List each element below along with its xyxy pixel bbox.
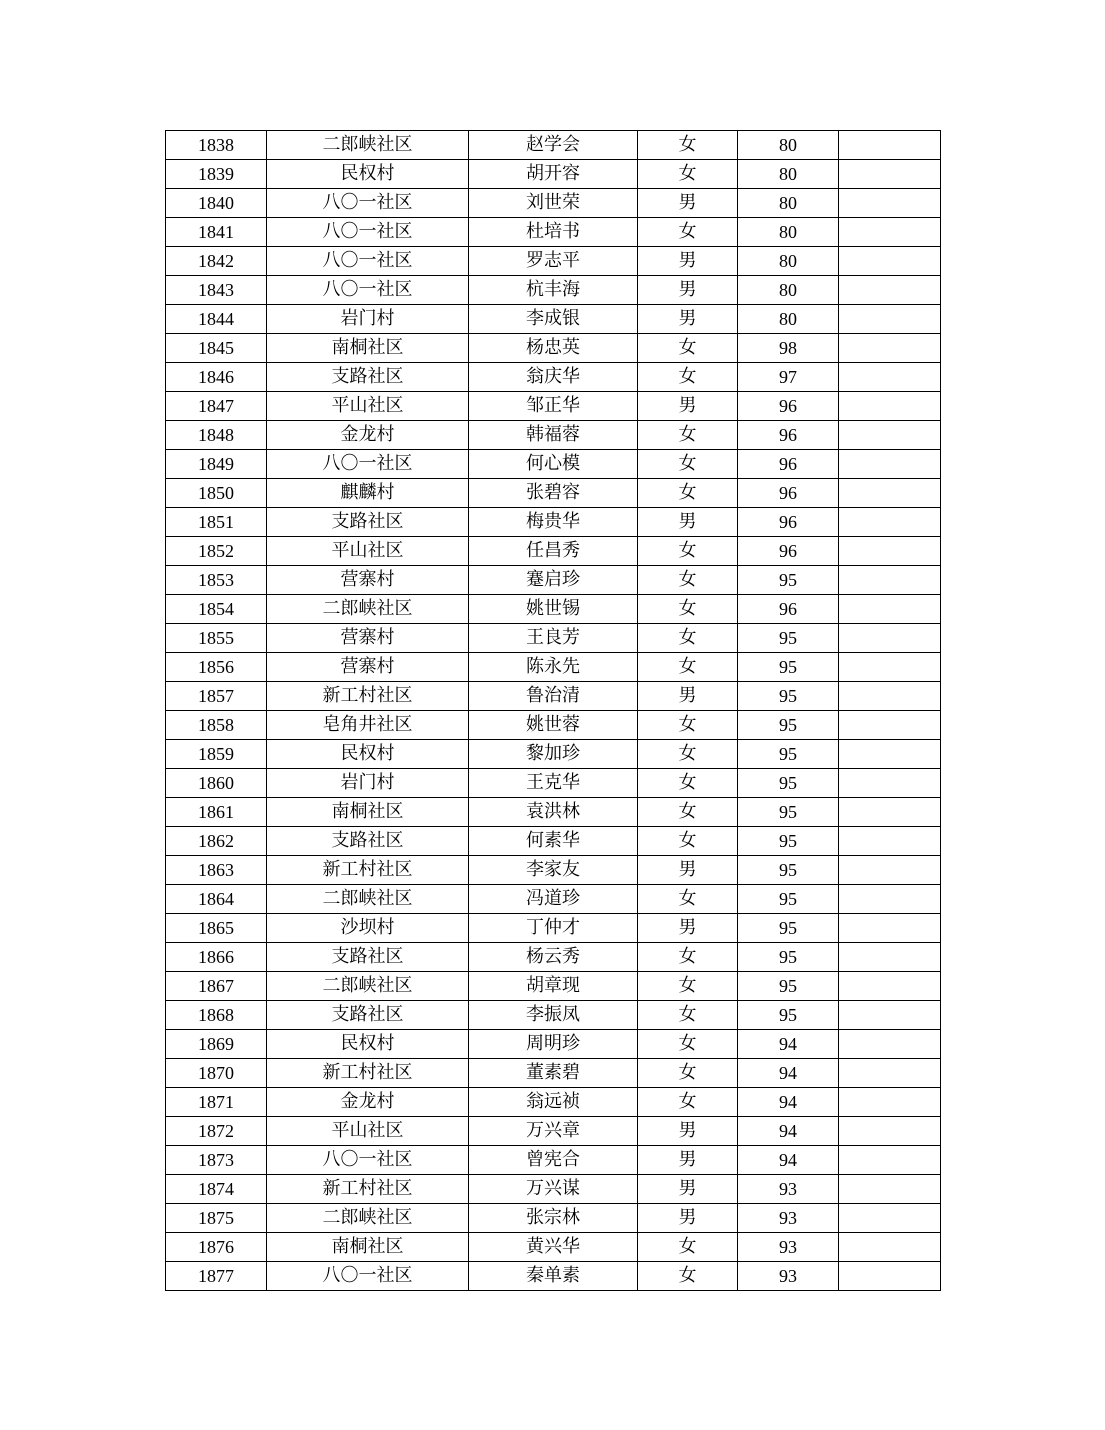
row-number-cell: 1859 bbox=[166, 740, 267, 769]
name-cell: 杭丰海 bbox=[469, 276, 638, 305]
gender-cell: 男 bbox=[638, 914, 738, 943]
gender-cell: 男 bbox=[638, 508, 738, 537]
table-row bbox=[166, 334, 941, 363]
name-cell: 胡章现 bbox=[469, 972, 638, 1001]
community-cell: 营寨村 bbox=[267, 653, 469, 682]
community-cell: 支路社区 bbox=[267, 363, 469, 392]
remark-cell bbox=[839, 566, 941, 595]
age-cell: 98 bbox=[738, 334, 839, 363]
community-cell: 南桐社区 bbox=[267, 798, 469, 827]
age-cell: 95 bbox=[738, 856, 839, 885]
age-cell: 94 bbox=[738, 1117, 839, 1146]
table-row bbox=[166, 711, 941, 740]
table-row bbox=[166, 479, 941, 508]
age-cell: 93 bbox=[738, 1175, 839, 1204]
name-cell: 张宗林 bbox=[469, 1204, 638, 1233]
table-row bbox=[166, 566, 941, 595]
name-cell: 翁庆华 bbox=[469, 363, 638, 392]
remark-cell bbox=[839, 1059, 941, 1088]
gender-cell: 女 bbox=[638, 1030, 738, 1059]
name-cell: 鲁治清 bbox=[469, 682, 638, 711]
gender-cell: 女 bbox=[638, 566, 738, 595]
gender-cell: 女 bbox=[638, 885, 738, 914]
community-cell: 二郎峡社区 bbox=[267, 972, 469, 1001]
table-row bbox=[166, 189, 941, 218]
gender-cell: 女 bbox=[638, 595, 738, 624]
gender-cell: 女 bbox=[638, 363, 738, 392]
table-row bbox=[166, 392, 941, 421]
community-cell: 支路社区 bbox=[267, 1001, 469, 1030]
community-cell: 支路社区 bbox=[267, 508, 469, 537]
age-cell: 94 bbox=[738, 1146, 839, 1175]
table-row bbox=[166, 1233, 941, 1262]
age-cell: 80 bbox=[738, 189, 839, 218]
remark-cell bbox=[839, 769, 941, 798]
row-number-cell: 1842 bbox=[166, 247, 267, 276]
community-cell: 二郎峡社区 bbox=[267, 595, 469, 624]
age-cell: 95 bbox=[738, 653, 839, 682]
remark-cell bbox=[839, 1088, 941, 1117]
community-cell: 民权村 bbox=[267, 160, 469, 189]
table-row bbox=[166, 595, 941, 624]
remark-cell bbox=[839, 1030, 941, 1059]
row-number-cell: 1877 bbox=[166, 1262, 267, 1291]
name-cell: 赵学会 bbox=[469, 131, 638, 160]
community-cell: 平山社区 bbox=[267, 1117, 469, 1146]
community-cell: 民权村 bbox=[267, 1030, 469, 1059]
gender-cell: 女 bbox=[638, 450, 738, 479]
remark-cell bbox=[839, 247, 941, 276]
row-number-cell: 1875 bbox=[166, 1204, 267, 1233]
name-cell: 蹇启珍 bbox=[469, 566, 638, 595]
name-cell: 梅贵华 bbox=[469, 508, 638, 537]
row-number-cell: 1858 bbox=[166, 711, 267, 740]
community-cell: 金龙村 bbox=[267, 1088, 469, 1117]
name-cell: 任昌秀 bbox=[469, 537, 638, 566]
gender-cell: 女 bbox=[638, 1088, 738, 1117]
community-cell: 平山社区 bbox=[267, 537, 469, 566]
row-number-cell: 1841 bbox=[166, 218, 267, 247]
table-row bbox=[166, 972, 941, 1001]
community-cell: 新工村社区 bbox=[267, 856, 469, 885]
remark-cell bbox=[839, 682, 941, 711]
row-number-cell: 1873 bbox=[166, 1146, 267, 1175]
table-row bbox=[166, 943, 941, 972]
remark-cell bbox=[839, 1204, 941, 1233]
community-cell: 八〇一社区 bbox=[267, 247, 469, 276]
gender-cell: 男 bbox=[638, 682, 738, 711]
gender-cell: 男 bbox=[638, 189, 738, 218]
gender-cell: 女 bbox=[638, 218, 738, 247]
age-cell: 96 bbox=[738, 392, 839, 421]
age-cell: 96 bbox=[738, 595, 839, 624]
age-cell: 80 bbox=[738, 218, 839, 247]
remark-cell bbox=[839, 392, 941, 421]
age-cell: 93 bbox=[738, 1233, 839, 1262]
row-number-cell: 1872 bbox=[166, 1117, 267, 1146]
table-row bbox=[166, 160, 941, 189]
community-cell: 金龙村 bbox=[267, 421, 469, 450]
name-cell: 王克华 bbox=[469, 769, 638, 798]
name-cell: 黎加珍 bbox=[469, 740, 638, 769]
name-cell: 李振凤 bbox=[469, 1001, 638, 1030]
row-number-cell: 1869 bbox=[166, 1030, 267, 1059]
remark-cell bbox=[839, 856, 941, 885]
age-cell: 95 bbox=[738, 914, 839, 943]
remark-cell bbox=[839, 885, 941, 914]
community-cell: 八〇一社区 bbox=[267, 1146, 469, 1175]
age-cell: 97 bbox=[738, 363, 839, 392]
table-row bbox=[166, 769, 941, 798]
age-cell: 80 bbox=[738, 247, 839, 276]
name-cell: 翁远祯 bbox=[469, 1088, 638, 1117]
remark-cell bbox=[839, 798, 941, 827]
table-row bbox=[166, 827, 941, 856]
gender-cell: 女 bbox=[638, 740, 738, 769]
table-row bbox=[166, 247, 941, 276]
table-row bbox=[166, 131, 941, 160]
table-row bbox=[166, 653, 941, 682]
community-cell: 皂角井社区 bbox=[267, 711, 469, 740]
row-number-cell: 1847 bbox=[166, 392, 267, 421]
age-cell: 95 bbox=[738, 885, 839, 914]
age-cell: 93 bbox=[738, 1262, 839, 1291]
name-cell: 刘世荣 bbox=[469, 189, 638, 218]
row-number-cell: 1862 bbox=[166, 827, 267, 856]
row-number-cell: 1843 bbox=[166, 276, 267, 305]
gender-cell: 男 bbox=[638, 856, 738, 885]
row-number-cell: 1853 bbox=[166, 566, 267, 595]
table-row bbox=[166, 1175, 941, 1204]
age-cell: 80 bbox=[738, 131, 839, 160]
row-number-cell: 1860 bbox=[166, 769, 267, 798]
gender-cell: 女 bbox=[638, 1059, 738, 1088]
row-number-cell: 1868 bbox=[166, 1001, 267, 1030]
remark-cell bbox=[839, 1233, 941, 1262]
table-row bbox=[166, 450, 941, 479]
name-cell: 杜培书 bbox=[469, 218, 638, 247]
row-number-cell: 1874 bbox=[166, 1175, 267, 1204]
row-number-cell: 1848 bbox=[166, 421, 267, 450]
age-cell: 95 bbox=[738, 972, 839, 1001]
table-row bbox=[166, 305, 941, 334]
remark-cell bbox=[839, 1146, 941, 1175]
community-cell: 二郎峡社区 bbox=[267, 131, 469, 160]
gender-cell: 男 bbox=[638, 1175, 738, 1204]
age-cell: 95 bbox=[738, 827, 839, 856]
gender-cell: 女 bbox=[638, 479, 738, 508]
table-row bbox=[166, 1204, 941, 1233]
age-cell: 80 bbox=[738, 305, 839, 334]
row-number-cell: 1845 bbox=[166, 334, 267, 363]
remark-cell bbox=[839, 508, 941, 537]
gender-cell: 女 bbox=[638, 653, 738, 682]
remark-cell bbox=[839, 1117, 941, 1146]
age-cell: 95 bbox=[738, 769, 839, 798]
name-cell: 何素华 bbox=[469, 827, 638, 856]
gender-cell: 女 bbox=[638, 421, 738, 450]
community-cell: 沙坝村 bbox=[267, 914, 469, 943]
table-row bbox=[166, 1146, 941, 1175]
row-number-cell: 1854 bbox=[166, 595, 267, 624]
name-cell: 姚世锡 bbox=[469, 595, 638, 624]
name-cell: 黄兴华 bbox=[469, 1233, 638, 1262]
row-number-cell: 1849 bbox=[166, 450, 267, 479]
community-cell: 南桐社区 bbox=[267, 1233, 469, 1262]
name-cell: 李家友 bbox=[469, 856, 638, 885]
name-cell: 李成银 bbox=[469, 305, 638, 334]
remark-cell bbox=[839, 276, 941, 305]
row-number-cell: 1846 bbox=[166, 363, 267, 392]
age-cell: 96 bbox=[738, 421, 839, 450]
community-cell: 八〇一社区 bbox=[267, 276, 469, 305]
remark-cell bbox=[839, 450, 941, 479]
table-row bbox=[166, 798, 941, 827]
remark-cell bbox=[839, 711, 941, 740]
name-cell: 姚世蓉 bbox=[469, 711, 638, 740]
name-cell: 丁仲才 bbox=[469, 914, 638, 943]
row-number-cell: 1861 bbox=[166, 798, 267, 827]
row-number-cell: 1857 bbox=[166, 682, 267, 711]
community-cell: 麒麟村 bbox=[267, 479, 469, 508]
age-cell: 95 bbox=[738, 682, 839, 711]
remark-cell bbox=[839, 479, 941, 508]
gender-cell: 男 bbox=[638, 1204, 738, 1233]
age-cell: 96 bbox=[738, 450, 839, 479]
name-cell: 万兴谋 bbox=[469, 1175, 638, 1204]
community-cell: 八〇一社区 bbox=[267, 450, 469, 479]
name-cell: 秦单素 bbox=[469, 1262, 638, 1291]
name-cell: 胡开容 bbox=[469, 160, 638, 189]
gender-cell: 女 bbox=[638, 827, 738, 856]
row-number-cell: 1856 bbox=[166, 653, 267, 682]
table-row bbox=[166, 1001, 941, 1030]
age-cell: 94 bbox=[738, 1030, 839, 1059]
gender-cell: 女 bbox=[638, 972, 738, 1001]
table-row bbox=[166, 1262, 941, 1291]
name-cell: 陈永先 bbox=[469, 653, 638, 682]
remark-cell bbox=[839, 421, 941, 450]
name-cell: 何心模 bbox=[469, 450, 638, 479]
age-cell: 80 bbox=[738, 276, 839, 305]
gender-cell: 女 bbox=[638, 943, 738, 972]
table-row bbox=[166, 218, 941, 247]
remark-cell bbox=[839, 1175, 941, 1204]
row-number-cell: 1852 bbox=[166, 537, 267, 566]
table-row bbox=[166, 885, 941, 914]
remark-cell bbox=[839, 1001, 941, 1030]
remark-cell bbox=[839, 827, 941, 856]
age-cell: 96 bbox=[738, 508, 839, 537]
gender-cell: 女 bbox=[638, 1262, 738, 1291]
remark-cell bbox=[839, 1262, 941, 1291]
remark-cell bbox=[839, 189, 941, 218]
table-row bbox=[166, 276, 941, 305]
gender-cell: 女 bbox=[638, 131, 738, 160]
age-cell: 80 bbox=[738, 160, 839, 189]
name-cell: 杨忠英 bbox=[469, 334, 638, 363]
community-cell: 民权村 bbox=[267, 740, 469, 769]
table-row bbox=[166, 1088, 941, 1117]
age-cell: 96 bbox=[738, 537, 839, 566]
age-cell: 95 bbox=[738, 711, 839, 740]
age-cell: 95 bbox=[738, 1001, 839, 1030]
name-cell: 杨云秀 bbox=[469, 943, 638, 972]
name-cell: 董素碧 bbox=[469, 1059, 638, 1088]
community-cell: 二郎峡社区 bbox=[267, 885, 469, 914]
row-number-cell: 1863 bbox=[166, 856, 267, 885]
age-cell: 95 bbox=[738, 943, 839, 972]
gender-cell: 男 bbox=[638, 392, 738, 421]
community-cell: 岩门村 bbox=[267, 769, 469, 798]
community-cell: 平山社区 bbox=[267, 392, 469, 421]
name-cell: 罗志平 bbox=[469, 247, 638, 276]
remark-cell bbox=[839, 943, 941, 972]
name-cell: 韩福蓉 bbox=[469, 421, 638, 450]
gender-cell: 男 bbox=[638, 1146, 738, 1175]
age-cell: 94 bbox=[738, 1059, 839, 1088]
remark-cell bbox=[839, 160, 941, 189]
remark-cell bbox=[839, 914, 941, 943]
community-cell: 南桐社区 bbox=[267, 334, 469, 363]
age-cell: 95 bbox=[738, 798, 839, 827]
remark-cell bbox=[839, 131, 941, 160]
gender-cell: 女 bbox=[638, 711, 738, 740]
table-row bbox=[166, 421, 941, 450]
row-number-cell: 1864 bbox=[166, 885, 267, 914]
remark-cell bbox=[839, 972, 941, 1001]
name-cell: 袁洪林 bbox=[469, 798, 638, 827]
remark-cell bbox=[839, 363, 941, 392]
row-number-cell: 1838 bbox=[166, 131, 267, 160]
table-row bbox=[166, 914, 941, 943]
name-cell: 张碧容 bbox=[469, 479, 638, 508]
table-row bbox=[166, 682, 941, 711]
gender-cell: 男 bbox=[638, 276, 738, 305]
gender-cell: 男 bbox=[638, 305, 738, 334]
table-row bbox=[166, 508, 941, 537]
row-number-cell: 1871 bbox=[166, 1088, 267, 1117]
community-cell: 岩门村 bbox=[267, 305, 469, 334]
table-row bbox=[166, 1030, 941, 1059]
age-cell: 95 bbox=[738, 740, 839, 769]
name-cell: 冯道珍 bbox=[469, 885, 638, 914]
gender-cell: 男 bbox=[638, 1117, 738, 1146]
row-number-cell: 1851 bbox=[166, 508, 267, 537]
table-row bbox=[166, 856, 941, 885]
row-number-cell: 1839 bbox=[166, 160, 267, 189]
age-cell: 96 bbox=[738, 479, 839, 508]
gender-cell: 女 bbox=[638, 1001, 738, 1030]
name-cell: 周明珍 bbox=[469, 1030, 638, 1059]
row-number-cell: 1844 bbox=[166, 305, 267, 334]
gender-cell: 女 bbox=[638, 624, 738, 653]
name-cell: 邹正华 bbox=[469, 392, 638, 421]
row-number-cell: 1866 bbox=[166, 943, 267, 972]
roster-table bbox=[165, 130, 941, 1291]
name-cell: 王良芳 bbox=[469, 624, 638, 653]
gender-cell: 女 bbox=[638, 769, 738, 798]
gender-cell: 女 bbox=[638, 334, 738, 363]
row-number-cell: 1867 bbox=[166, 972, 267, 1001]
roster-table-body bbox=[166, 131, 941, 1291]
table-row bbox=[166, 740, 941, 769]
gender-cell: 女 bbox=[638, 798, 738, 827]
table-row bbox=[166, 537, 941, 566]
community-cell: 支路社区 bbox=[267, 943, 469, 972]
remark-cell bbox=[839, 305, 941, 334]
community-cell: 支路社区 bbox=[267, 827, 469, 856]
name-cell: 曾宪合 bbox=[469, 1146, 638, 1175]
age-cell: 94 bbox=[738, 1088, 839, 1117]
table-row bbox=[166, 1059, 941, 1088]
community-cell: 新工村社区 bbox=[267, 1059, 469, 1088]
row-number-cell: 1850 bbox=[166, 479, 267, 508]
gender-cell: 女 bbox=[638, 160, 738, 189]
community-cell: 营寨村 bbox=[267, 566, 469, 595]
community-cell: 二郎峡社区 bbox=[267, 1204, 469, 1233]
remark-cell bbox=[839, 537, 941, 566]
row-number-cell: 1855 bbox=[166, 624, 267, 653]
table-row bbox=[166, 363, 941, 392]
age-cell: 95 bbox=[738, 624, 839, 653]
row-number-cell: 1840 bbox=[166, 189, 267, 218]
remark-cell bbox=[839, 334, 941, 363]
table-row bbox=[166, 624, 941, 653]
remark-cell bbox=[839, 653, 941, 682]
remark-cell bbox=[839, 595, 941, 624]
community-cell: 八〇一社区 bbox=[267, 218, 469, 247]
community-cell: 八〇一社区 bbox=[267, 189, 469, 218]
remark-cell bbox=[839, 624, 941, 653]
remark-cell bbox=[839, 740, 941, 769]
name-cell: 万兴章 bbox=[469, 1117, 638, 1146]
row-number-cell: 1870 bbox=[166, 1059, 267, 1088]
row-number-cell: 1865 bbox=[166, 914, 267, 943]
gender-cell: 女 bbox=[638, 537, 738, 566]
gender-cell: 男 bbox=[638, 247, 738, 276]
age-cell: 93 bbox=[738, 1204, 839, 1233]
table-row bbox=[166, 1117, 941, 1146]
row-number-cell: 1876 bbox=[166, 1233, 267, 1262]
age-cell: 95 bbox=[738, 566, 839, 595]
community-cell: 八〇一社区 bbox=[267, 1262, 469, 1291]
gender-cell: 女 bbox=[638, 1233, 738, 1262]
remark-cell bbox=[839, 218, 941, 247]
community-cell: 营寨村 bbox=[267, 624, 469, 653]
community-cell: 新工村社区 bbox=[267, 1175, 469, 1204]
community-cell: 新工村社区 bbox=[267, 682, 469, 711]
